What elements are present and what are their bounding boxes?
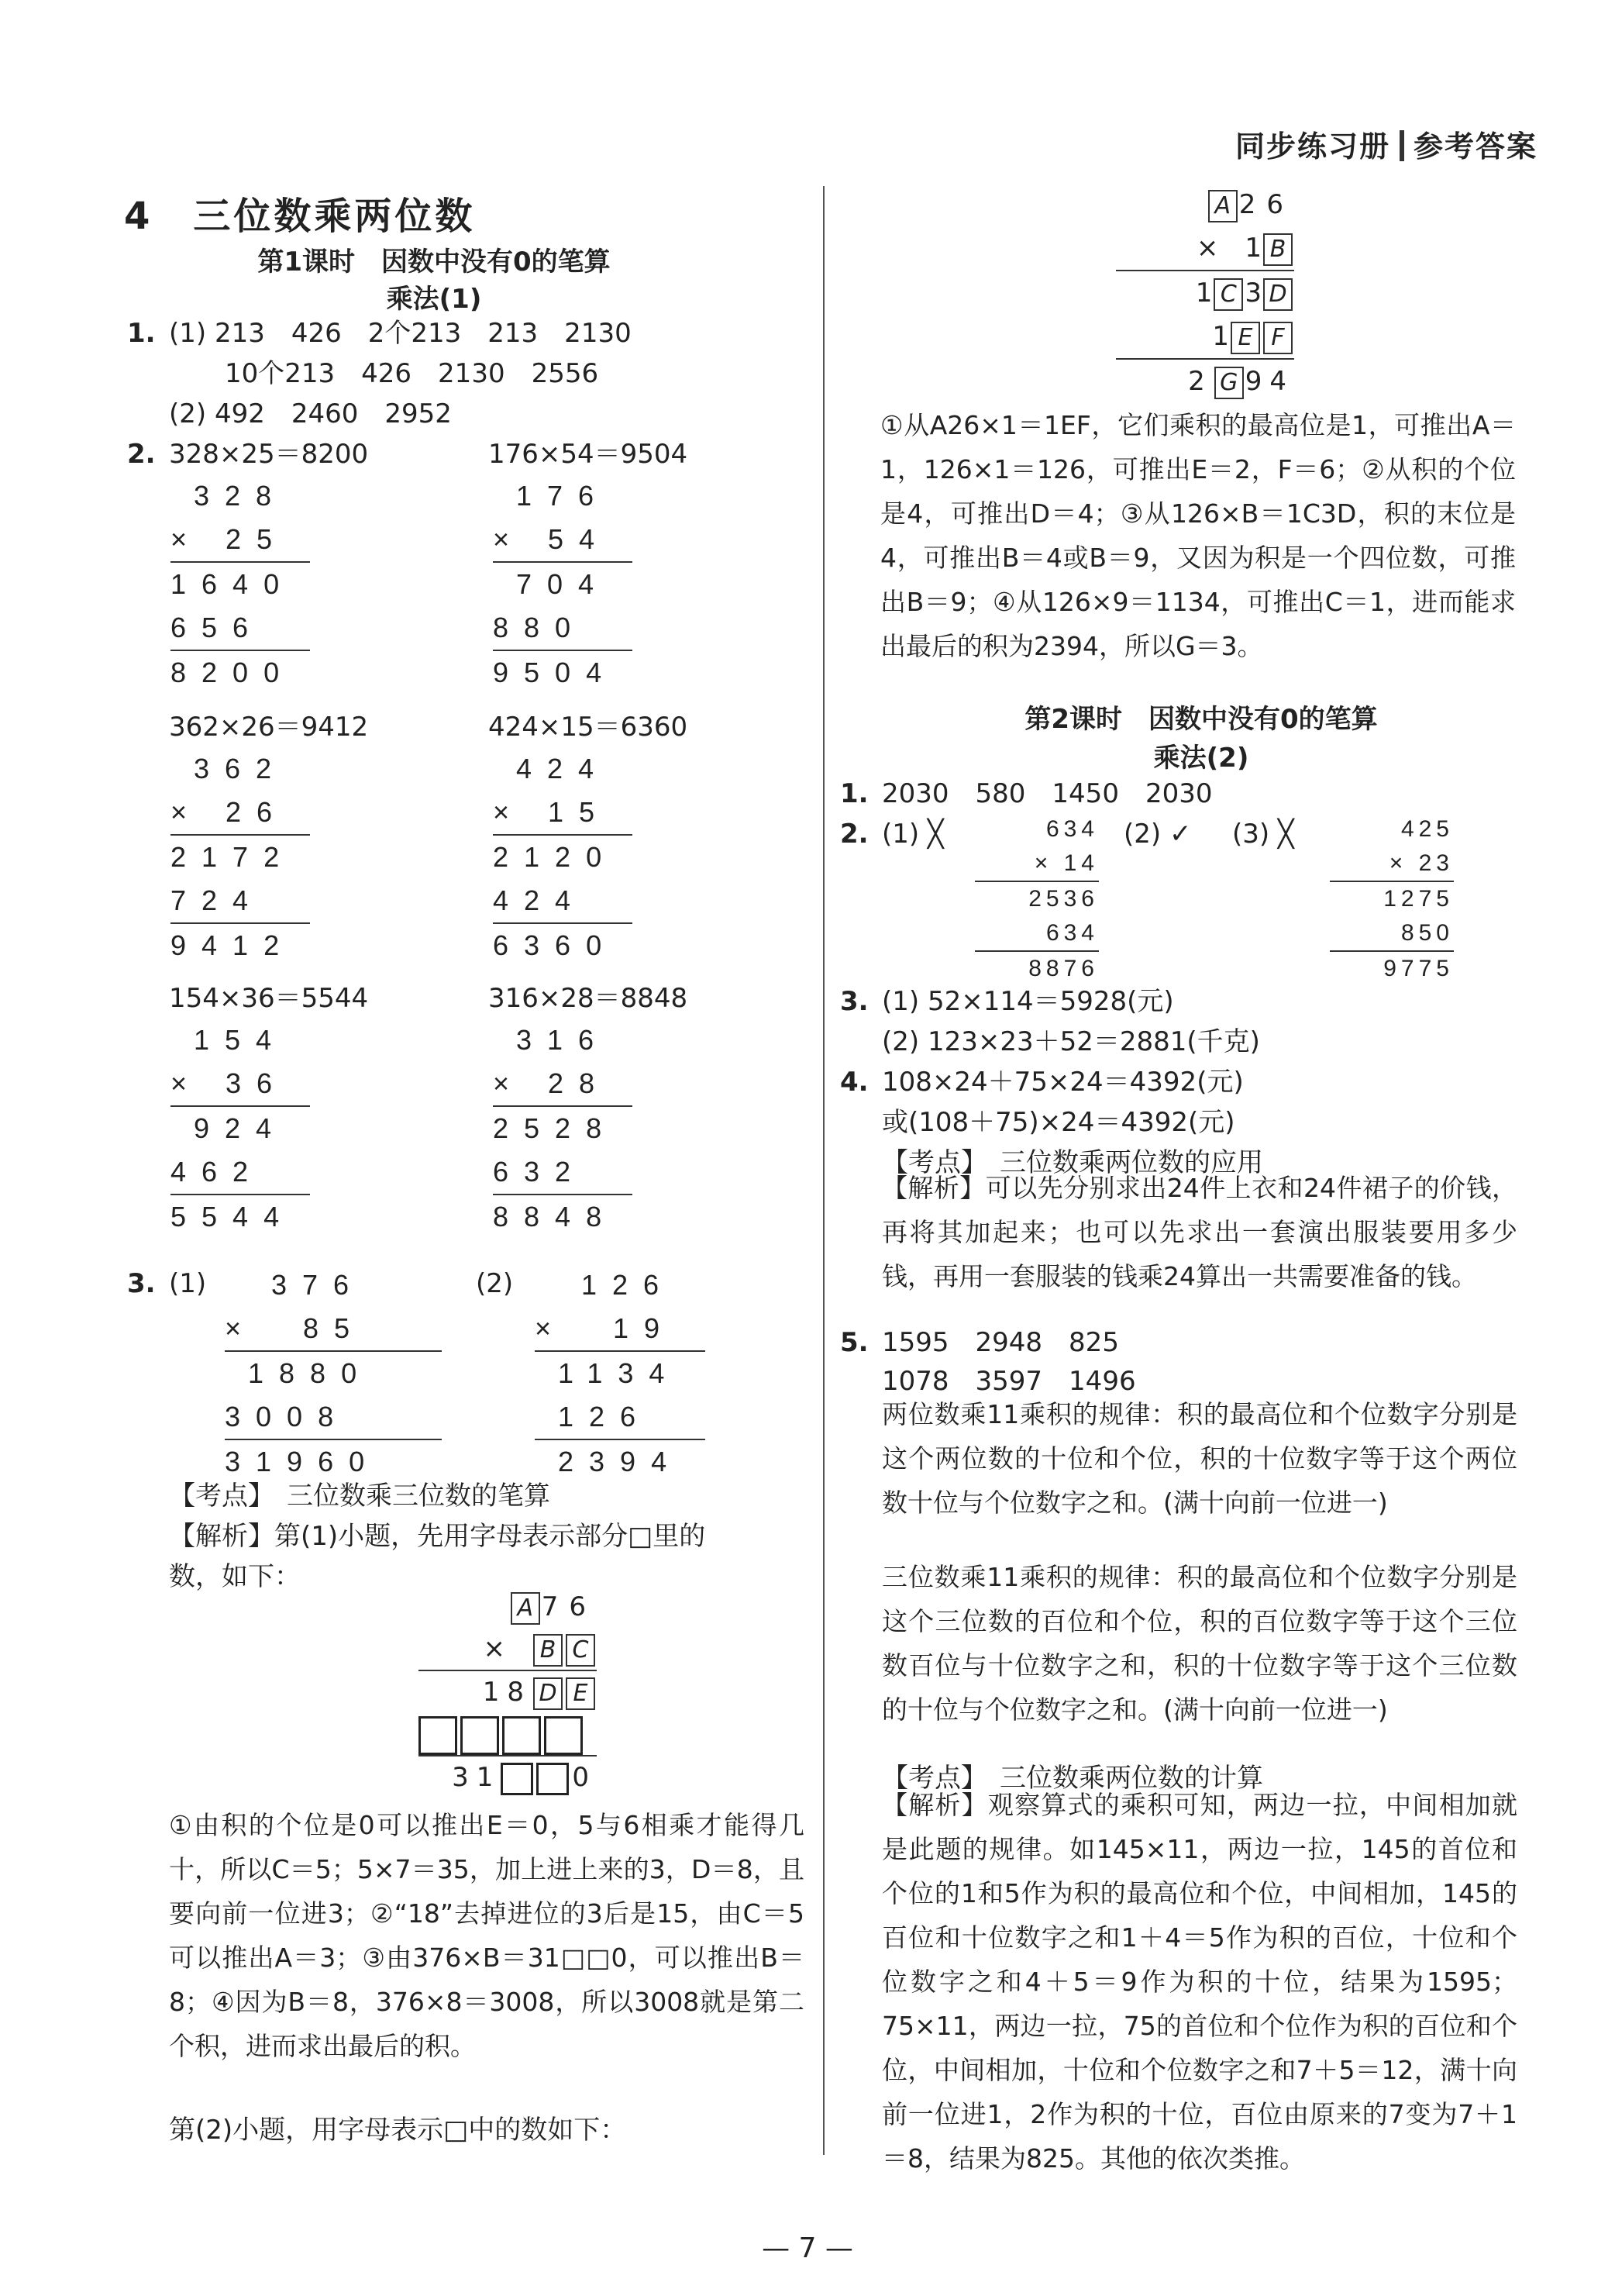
- calc-row: × 28: [493, 1067, 611, 1099]
- calc-row: 316: [493, 1024, 610, 1056]
- r5-rule-1: 两位数乘11乘积的规律：积的最高位和个位数字分别是这个两位数的十位和个位，积的十位数字等于这个两位数十位与个位数字之和。(满十向前一位进一): [882, 1399, 1517, 1518]
- box-a: A: [511, 1592, 540, 1625]
- r5-line1: 1595 2948 825: [882, 1327, 1119, 1358]
- jiexi-text: 观察算式的乘积可知，两边一拉，中间相加就是此题的规律。如145×11，两边一拉，145的首位和个位的1和5作为积的最高位和个位，中间相加，145的百位和十位数字之和1＋4＝5作为积的百位，十位和个位数字之和4＋5＝9作为积的十位，结果为1595；75×11，两边一拉，75的首位和个位作为积的百位和个位，中间相加，十位和个位数字之和7＋5＝12，满十向前一位进1，2作为积的十位，百位由原来的7变为7＋1＝8，结果为825。其他的依次类推。: [882, 1790, 1518, 2174]
- calc-row: 850: [1400, 920, 1454, 946]
- q3-kaodian: [169, 1476, 550, 1516]
- r1-text: 2030 580 1450 2030: [882, 778, 1213, 809]
- calc-row: 376: [225, 1269, 365, 1301]
- q3-calc-2: [535, 1263, 705, 1484]
- header-divider: [1400, 130, 1404, 161]
- r4-line1: 108×24＋75×24＝4392(元): [882, 1067, 1244, 1098]
- right-analysis: ①从A26×1＝1EF，它们乘积的最高位是1，可推出A＝1，126×1＝126，可推出E＝2，F＝6；②从积的个位是4，可推出D＝4；③从126×B＝1C3D，积的末位是4，可推出B＝4或B＝9，又因为积是一个四位数，可推出B＝9；④从126×9＝1134，可推出C＝1，进而能求出最后的积为2394，所以G＝3。: [880, 410, 1516, 661]
- calc-row: 1275: [1330, 881, 1454, 916]
- calc-row: 2536: [975, 881, 1099, 916]
- r4-number: 4.: [840, 1067, 869, 1098]
- q2-eq-6: 316×28＝8848: [488, 983, 688, 1014]
- q3-part2-label: (2): [476, 1268, 514, 1299]
- letter-row-3: 18 D E: [418, 1670, 597, 1713]
- q3-analysis-2: 第(2)小题，用字母表示□中的数如下：: [169, 2115, 627, 2146]
- empty-box: [544, 1716, 583, 1755]
- q3-letter-calc: [418, 1586, 597, 1798]
- box-d: D: [1263, 278, 1293, 311]
- calc-row: 880: [493, 612, 587, 643]
- calc-row: 1640: [170, 561, 310, 606]
- calc-row: 5544: [170, 1194, 310, 1239]
- calc-row: 126: [535, 1269, 675, 1301]
- r4-jiexi: [882, 1166, 1517, 1298]
- calc-row: 425: [1400, 816, 1454, 842]
- column-divider: [823, 186, 825, 2155]
- calc-row: 632: [493, 1156, 587, 1188]
- r3-line2: (2) 123×23＋52＝2881(千克): [882, 1026, 1260, 1057]
- lesson2-subtitle: 乘法(2): [1153, 743, 1249, 774]
- box-d: D: [533, 1677, 563, 1710]
- kaodian-label: 【考点】: [169, 1481, 274, 1512]
- jiexi-text: 第(1)小题，先用字母表示部分□里的: [274, 1521, 706, 1552]
- r2-number: 2.: [840, 819, 869, 850]
- q2-calc-1: [170, 474, 310, 695]
- calc-row: 6360: [493, 922, 632, 967]
- calc-row: × 54: [493, 523, 611, 555]
- box-a: A: [1208, 190, 1238, 222]
- calc-row: 8200: [170, 650, 310, 695]
- q3-number: 3.: [127, 1268, 156, 1299]
- lesson1-subtitle: 乘法(1): [386, 284, 482, 315]
- r2-calc-1: [975, 812, 1099, 986]
- lesson1-title: 第1课时 因数中没有0的笔算: [257, 246, 611, 278]
- calc-row: 634: [1045, 816, 1099, 842]
- letter-row-2: × B C: [418, 1628, 597, 1670]
- calc-row: 8848: [493, 1194, 632, 1239]
- q2-eq-2: 176×54＝9504: [488, 439, 688, 470]
- box-c: C: [566, 1634, 595, 1667]
- q1-line1: (1) 213 426 2个213 213 2130: [169, 318, 632, 349]
- calc-row: 154: [170, 1024, 288, 1056]
- jiexi-label: 【解析】: [169, 1521, 274, 1552]
- letter-row-2: × 1 B: [1116, 226, 1294, 270]
- calc-row: 724: [170, 884, 264, 916]
- r2-answer-1: (1) ╳: [882, 819, 944, 850]
- book-title: 同步练习册: [1234, 129, 1390, 164]
- calc-row: 2394: [535, 1439, 705, 1484]
- chapter-number: 4: [124, 195, 153, 238]
- r3-number: 3.: [840, 986, 869, 1017]
- q2-eq-4: 424×15＝6360: [488, 712, 688, 743]
- jiexi-label: 【解析】: [882, 1173, 986, 1203]
- calc-row: 2172: [170, 834, 310, 879]
- calc-row: 924: [170, 1105, 310, 1150]
- calc-row: 8876: [975, 950, 1099, 986]
- box-b: B: [1263, 233, 1293, 266]
- r2-answer-3: (3) ╳: [1232, 819, 1294, 850]
- right-letter-calc: [1116, 183, 1294, 403]
- kaodian-label: 【考点】: [882, 1147, 987, 1178]
- page-header: [1235, 122, 1538, 165]
- calc-row: 1134: [535, 1350, 705, 1395]
- calc-row: × 26: [170, 796, 288, 828]
- calc-row: × 25: [170, 523, 288, 555]
- calc-row: 1880: [225, 1350, 442, 1395]
- jiexi-text: 可以先分别求出24件上衣和24件裙子的价钱，再将其加起来；也可以先求出一套演出服装要用多少钱，再用一套服装的钱乘24算出一共需要准备的钱。: [882, 1173, 1518, 1291]
- letter-row-5: 31 0: [418, 1755, 597, 1798]
- r1-number: 1.: [840, 778, 869, 809]
- calc-row: 3008: [225, 1401, 350, 1432]
- letter-row-1: A 76: [418, 1586, 597, 1628]
- q3-jiexi-2: 数，如下：: [169, 1561, 301, 1592]
- calc-row: 656: [170, 612, 264, 643]
- empty-box: [536, 1763, 569, 1795]
- calc-row: 9775: [1330, 950, 1454, 986]
- calc-row: 2528: [493, 1105, 632, 1150]
- calc-row: 176: [493, 480, 610, 512]
- empty-box: [502, 1716, 541, 1755]
- q1-line2: 10个213 426 2130 2556: [225, 358, 599, 389]
- q1-number: 1.: [127, 318, 156, 349]
- lesson2-title: 第2课时 因数中没有0的笔算: [1024, 704, 1378, 735]
- q1-line3: (2) 492 2460 2952: [169, 398, 452, 429]
- q3-calc-1: [225, 1263, 442, 1484]
- calc-row: 424: [493, 753, 610, 784]
- q2-calc-5: [170, 1019, 310, 1239]
- q2-calc-6: [493, 1019, 632, 1239]
- jiexi-label: 【解析】: [882, 1790, 988, 1820]
- kaodian-text: 三位数乘两位数的应用: [1000, 1147, 1263, 1178]
- calc-row: 704: [493, 561, 632, 606]
- r5-number: 5.: [840, 1327, 869, 1358]
- calc-row: × 85: [225, 1312, 366, 1344]
- calc-row: 362: [170, 753, 288, 784]
- q3-part1-label: (1): [169, 1268, 207, 1299]
- kaodian-label: 【考点】: [882, 1763, 987, 1794]
- calc-row: 424: [493, 884, 587, 916]
- calc-row: 328: [170, 480, 288, 512]
- r5-line2: 1078 3597 1496: [882, 1366, 1136, 1397]
- q2-calc-2: [493, 474, 632, 695]
- chapter-heading: [124, 186, 475, 240]
- calc-row: × 36: [170, 1067, 288, 1099]
- letter-row-3: 1 C 3 D: [1116, 270, 1294, 315]
- calc-row: × 23: [1389, 850, 1454, 876]
- r3-line1: (1) 52×114＝5928(元): [882, 986, 1174, 1017]
- r5-jiexi: [882, 1783, 1517, 2181]
- calc-row: 2120: [493, 834, 632, 879]
- q2-eq-5: 154×36＝5544: [169, 983, 369, 1014]
- empty-box: [501, 1763, 533, 1795]
- chapter-title: 三位数乘两位数: [193, 195, 476, 238]
- r2-answer-2: (2) ✓: [1124, 819, 1192, 850]
- calc-row: 31960: [225, 1439, 442, 1484]
- calc-row: 634: [1045, 920, 1099, 946]
- empty-box: [460, 1716, 499, 1755]
- r5-rule-2: 三位数乘11乘积的规律：积的最高位和个位数字分别是这个三位数的百位和个位，积的百位数字等于这个三位数百位与十位数字之和，积的十位数字等于这个三位数的十位与个位数字之和。(满十向前一位进一): [882, 1562, 1517, 1725]
- section-title: 参考答案: [1413, 129, 1538, 164]
- box-e: E: [1231, 322, 1260, 354]
- empty-box: [418, 1716, 457, 1755]
- box-g: G: [1214, 367, 1244, 399]
- q2-calc-4: [493, 747, 632, 967]
- r2-calc-2: [1330, 812, 1454, 986]
- letter-row-5: 2 G 94: [1116, 358, 1294, 403]
- letter-row-1: A 26: [1116, 183, 1294, 226]
- q2-eq-1: 328×25＝8200: [169, 439, 369, 470]
- letter-row-4: [418, 1713, 597, 1755]
- box-b: B: [533, 1634, 563, 1667]
- q2-number: 2.: [127, 439, 156, 470]
- calc-row: × 15: [493, 796, 611, 828]
- letter-row-4: 1 E F: [1116, 315, 1294, 358]
- page-number: — 7 —: [762, 2232, 853, 2264]
- calc-row: 9504: [493, 650, 632, 695]
- q2-eq-3: 362×26＝9412: [169, 712, 369, 743]
- calc-row: 9412: [170, 922, 310, 967]
- box-e: E: [566, 1677, 595, 1710]
- calc-row: 462: [170, 1156, 264, 1188]
- q2-calc-3: [170, 747, 310, 967]
- box-f: F: [1263, 322, 1293, 354]
- calc-row: × 19: [535, 1312, 676, 1344]
- q3-jiexi: [169, 1516, 705, 1557]
- kaodian-text: 三位数乘三位数的笔算: [287, 1481, 550, 1512]
- calc-row: 126: [535, 1401, 652, 1432]
- q3-analysis: ①由积的个位是0可以推出E＝0，5与6相乘才能得几十，所以C＝5；5×7＝35，加上进上来的3，D＝8，且要向前一位进3；②“18”去掉进位的3后是15，由C＝5可以推出A＝3；③由376×B＝31□□0，可以推出B＝8；④因为B＝8，376×8＝3008，所以3008就是第二个积，进而求出最后的积。: [169, 1810, 804, 2061]
- kaodian-text: 三位数乘两位数的计算: [1000, 1763, 1263, 1794]
- calc-row: × 14: [1034, 850, 1099, 876]
- r4-line2: 或(108＋75)×24＝4392(元): [882, 1107, 1235, 1138]
- box-c: C: [1214, 278, 1243, 311]
